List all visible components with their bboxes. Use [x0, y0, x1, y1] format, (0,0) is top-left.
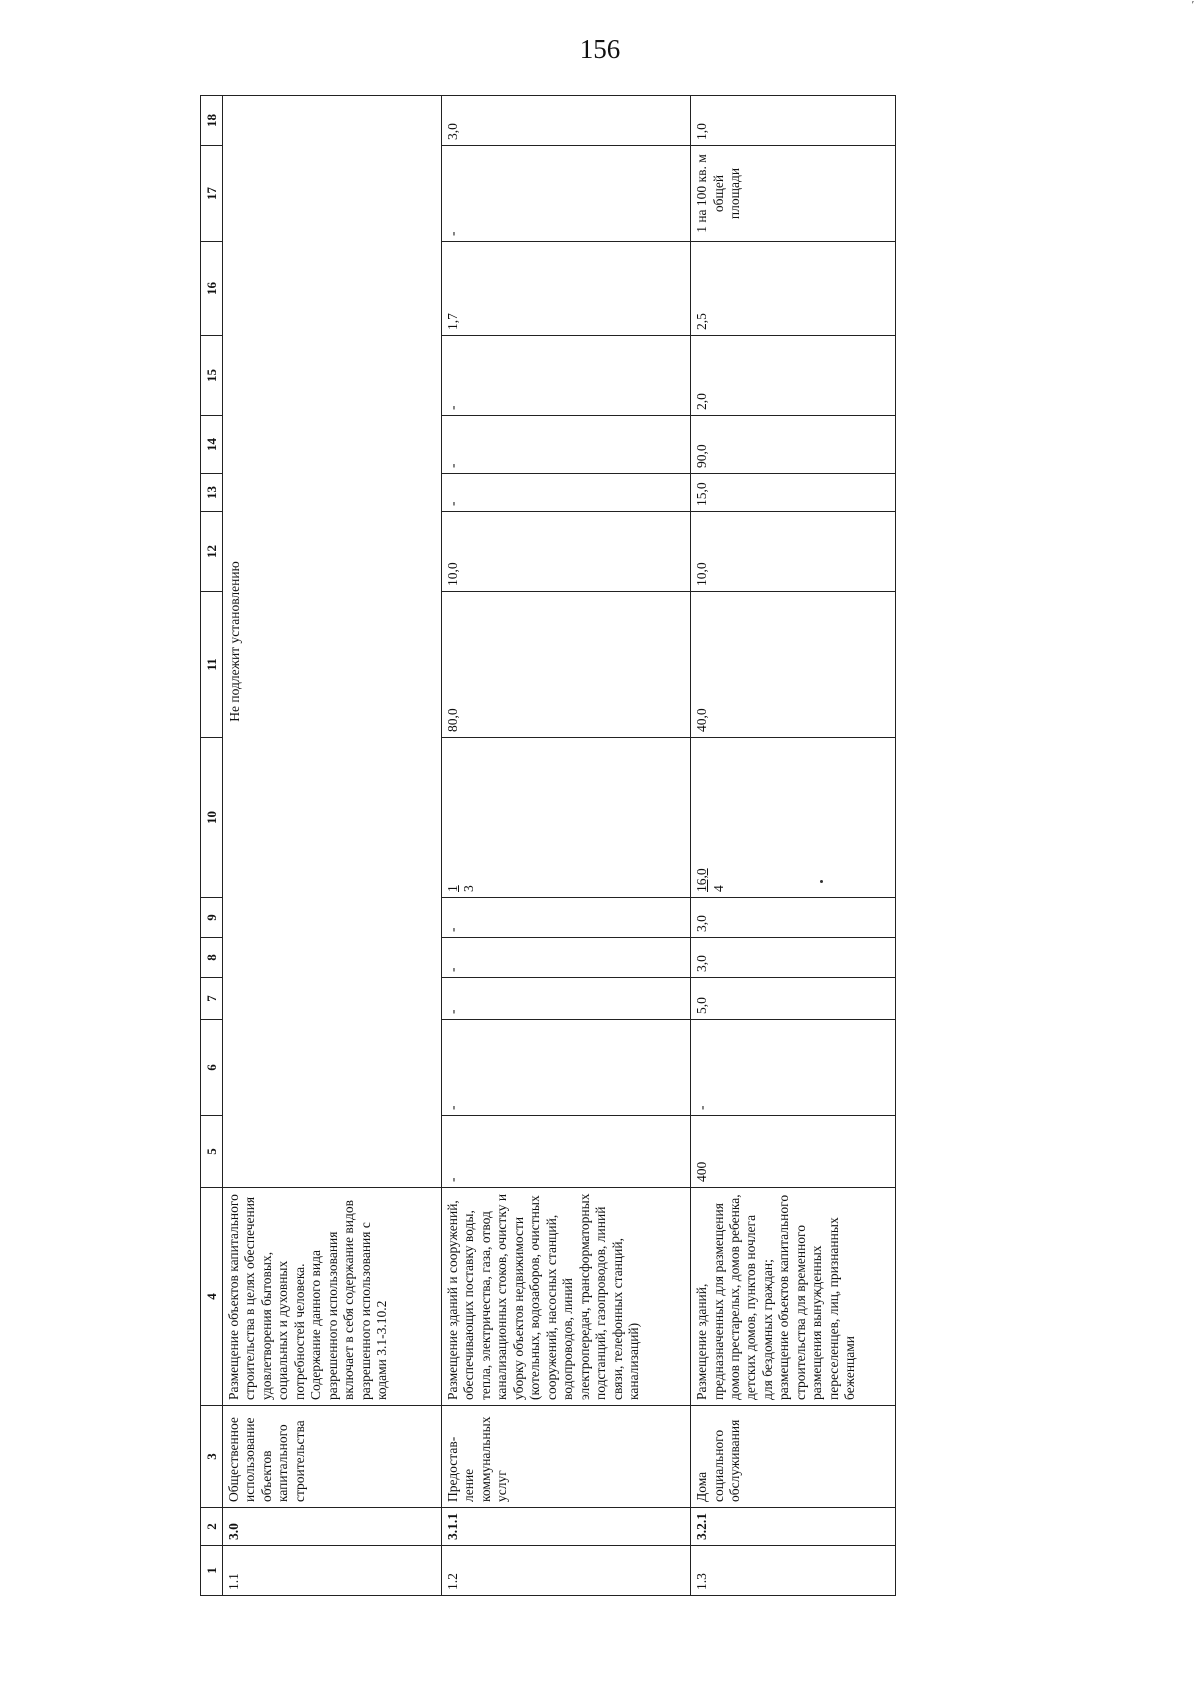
header-cell: 1 [201, 1546, 223, 1596]
table-cell: - [441, 938, 690, 978]
table-cell: 90,0 [691, 416, 896, 474]
header-cell: 9 [201, 898, 223, 938]
fraction-numerator: 16,0 [694, 868, 710, 892]
fraction-cell [691, 738, 896, 898]
use-description: Размещение объектов капитального строительства в целях обеспечения удовлетворения бытовых, социальных и духовных потребностей человека. Содержание данного вида разрешенного использования включает в себя содержание видов разрешенного использования с кодами 3.1-3.10.2 [223, 1188, 442, 1406]
table-cell: - [441, 474, 690, 512]
table-cell: 1 на 100 кв. м общей площади [691, 146, 896, 242]
table-cell: 400 [691, 1116, 896, 1188]
header-cell: 5 [201, 1116, 223, 1188]
table-cell: 1,7 [441, 242, 690, 336]
header-cell: 12 [201, 512, 223, 592]
table-cell: 2,5 [691, 242, 896, 336]
header-row [201, 96, 223, 1596]
regulations-table [200, 95, 896, 1596]
header-cell: 11 [201, 592, 223, 738]
not-applicable-note: Не подлежит установлению [223, 96, 442, 1188]
use-name: Дома социального обслуживания [691, 1406, 896, 1508]
table-cell: - [441, 336, 690, 416]
header-cell: 14 [201, 416, 223, 474]
table-cell: 3,0 [441, 96, 690, 146]
row-number: 1.1 [223, 1546, 442, 1596]
use-code: 3.2.1 [691, 1508, 896, 1546]
header-cell: 6 [201, 1020, 223, 1116]
table-row [441, 96, 690, 1596]
header-cell: 18 [201, 96, 223, 146]
table-cell: 10,0 [441, 512, 690, 592]
header-cell: 10 [201, 738, 223, 898]
corner-mark: ʹ [1191, 0, 1194, 11]
rotated-table-wrapper [200, 96, 896, 1596]
header-cell: 3 [201, 1406, 223, 1508]
row-number: 1.2 [441, 1546, 690, 1596]
fraction-denominator: 3 [461, 885, 477, 892]
table-cell: - [441, 978, 690, 1020]
table-cell: 15,0 [691, 474, 896, 512]
table-cell: 80,0 [441, 592, 690, 738]
table-cell: 3,0 [691, 938, 896, 978]
use-description: Размещение зданий, предназначенных для размещения домов престарелых, домов ребенка, детских домов, пунктов ночлега для бездомных граждан; размещение объектов капитального строительства для временного размещения вынужденных переселенцев, лиц, признанных беженцами [691, 1188, 896, 1406]
table-cell: 2,0 [691, 336, 896, 416]
fraction-numerator: 1 [444, 885, 460, 892]
table-row [223, 96, 442, 1596]
header-cell: 8 [201, 938, 223, 978]
header-cell: 15 [201, 336, 223, 416]
table-cell: 5,0 [691, 978, 896, 1020]
scan-speck [820, 880, 823, 883]
use-name: Предостав-ление коммунальных услуг [441, 1406, 690, 1508]
fraction-denominator: 4 [710, 885, 726, 892]
table-cell: 3,0 [691, 898, 896, 938]
header-cell: 7 [201, 978, 223, 1020]
row-number: 1.3 [691, 1546, 896, 1596]
table-cell: - [441, 1116, 690, 1188]
table-cell: - [441, 1020, 690, 1116]
use-code: 3.0 [223, 1508, 442, 1546]
table-cell: 1,0 [691, 96, 896, 146]
table-cell: - [441, 416, 690, 474]
table-cell: 40,0 [691, 592, 896, 738]
use-name: Общественное использование объектов капитального строительства [223, 1406, 442, 1508]
table-cell: 10,0 [691, 512, 896, 592]
header-cell: 17 [201, 146, 223, 242]
page-number: 156 [579, 34, 621, 64]
use-description: Размещение зданий и сооружений, обеспечивающих поставку воды, тепла, электричества, газа, отвод канализационных стоков, очистку и уборку объектов недвижимости (котельных, водозаборов, очистных сооружений, насосных станций, водопроводов, линий электропередач, трансформаторных подстанций, газопроводов, линий связи, телефонных станций, канализаций) [441, 1188, 690, 1406]
table-cell: - [691, 1020, 896, 1116]
table-cell: - [441, 898, 690, 938]
use-code: 3.1.1 [441, 1508, 690, 1546]
header-cell: 13 [201, 474, 223, 512]
header-cell: 16 [201, 242, 223, 336]
header-cell: 2 [201, 1508, 223, 1546]
table-cell: - [441, 146, 690, 242]
fraction-cell [441, 738, 690, 898]
header-cell: 4 [201, 1188, 223, 1406]
table-row [691, 96, 896, 1596]
